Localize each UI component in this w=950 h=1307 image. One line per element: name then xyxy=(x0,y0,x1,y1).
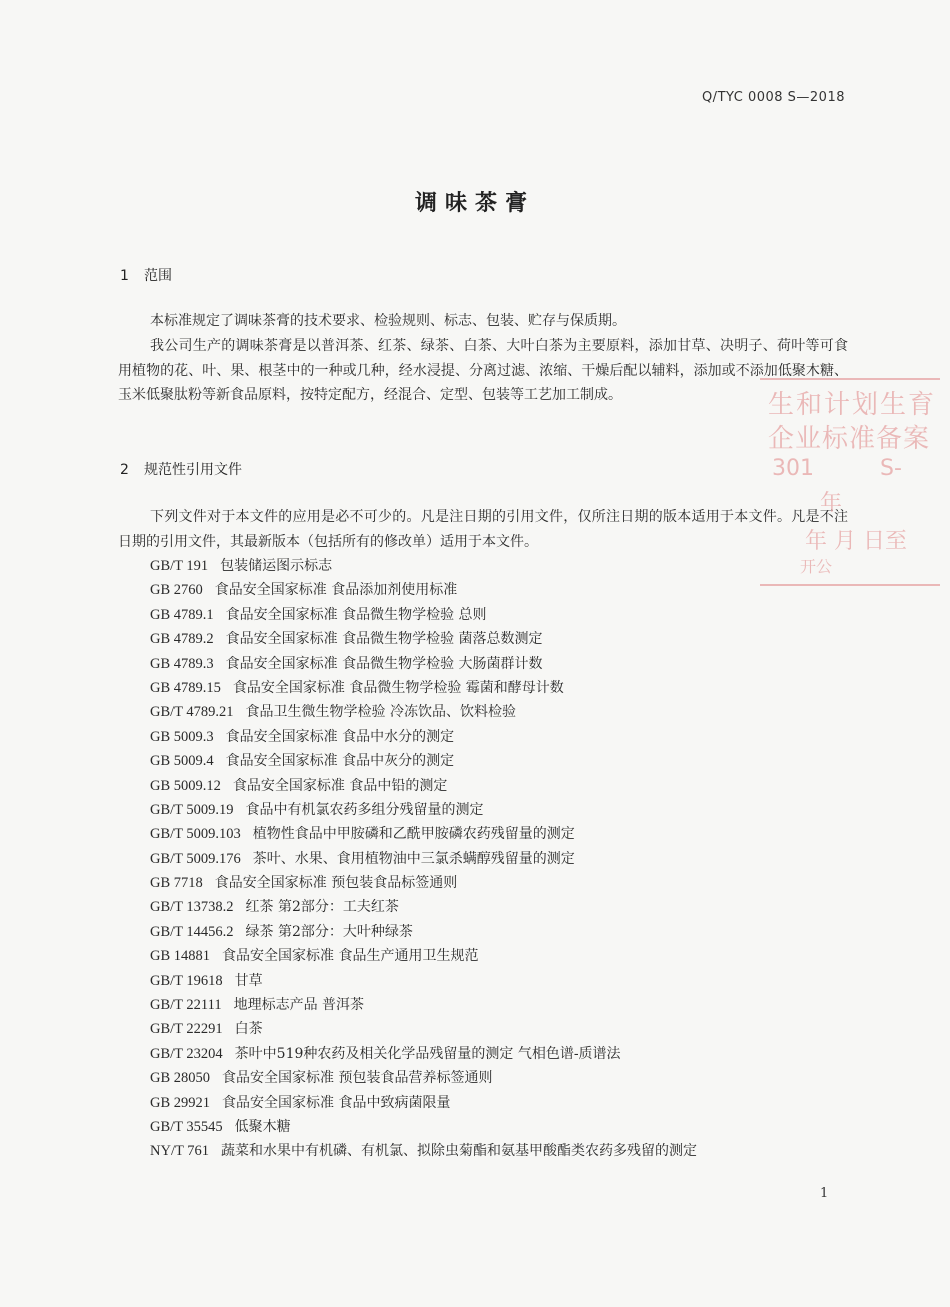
reference-title: 食品安全国家标准 食品中灰分的测定 xyxy=(225,753,455,770)
reference-code: GB/T 19618 xyxy=(150,972,223,989)
section-title: 规范性引用文件 xyxy=(144,462,242,478)
reference-title: 食品中有机氯农药多组分残留量的测定 xyxy=(245,801,484,818)
reference-code: GB/T 22111 xyxy=(150,997,222,1014)
reference-item xyxy=(150,603,697,627)
section-2-heading xyxy=(120,459,242,479)
reference-item xyxy=(150,969,697,993)
reference-title: 甘草 xyxy=(234,972,263,989)
reference-item xyxy=(150,1042,697,1066)
section-number: 2 xyxy=(120,462,129,478)
reference-item xyxy=(150,920,697,944)
references-intro-paragraph: 下列文件对于本文件的应用是必不可少的。凡是注日期的引用文件，仅所注日期的版本适用于本文件。凡是不注日期的引用文件，其最新版本（包括所有的修改单）适用于本文件。 xyxy=(118,509,848,550)
reference-title: 蔬菜和水果中有机磷、有机氯、拟除虫菊酯和氨基甲酸酯类农药多残留的测定 xyxy=(220,1143,697,1160)
stamp-text: 生和计划生育 xyxy=(768,390,937,420)
reference-title: 食品安全国家标准 食品微生物学检验 大肠菌群计数 xyxy=(225,655,543,672)
reference-item xyxy=(150,725,697,749)
reference-code: GB 5009.3 xyxy=(150,728,214,745)
reference-code: GB 4789.1 xyxy=(150,606,214,623)
reference-code: GB 5009.4 xyxy=(150,753,214,770)
reference-item xyxy=(150,676,697,700)
reference-code: GB 4789.3 xyxy=(150,655,214,672)
reference-code: GB 4789.15 xyxy=(150,679,221,696)
stamp-text: 开公 xyxy=(800,557,833,576)
reference-item xyxy=(150,1017,697,1041)
reference-item xyxy=(150,1115,697,1139)
reference-title: 食品安全国家标准 食品微生物学检验 菌落总数测定 xyxy=(225,631,543,648)
reference-code: GB/T 13738.2 xyxy=(150,899,234,916)
reference-code: GB/T 5009.176 xyxy=(150,850,241,867)
reference-code: GB 5009.12 xyxy=(150,777,221,794)
page-number: 1 xyxy=(820,1186,829,1201)
reference-item xyxy=(150,1066,697,1090)
reference-title: 食品安全国家标准 预包装食品营养标签通则 xyxy=(222,1070,493,1087)
document-title: 调味茶膏 xyxy=(414,191,535,216)
reference-item xyxy=(150,822,697,846)
stamp-text: 年 月 日至 xyxy=(805,529,907,554)
reference-code: GB 2760 xyxy=(150,582,203,599)
reference-item xyxy=(150,944,697,968)
reference-item xyxy=(150,895,697,919)
reference-title: 食品安全国家标准 预包装食品标签通则 xyxy=(214,875,458,892)
reference-item xyxy=(150,1139,697,1163)
reference-title: 茶叶、水果、食用植物油中三氯杀螨醇残留量的测定 xyxy=(252,850,575,867)
reference-code: GB/T 5009.103 xyxy=(150,826,241,843)
reference-code: GB/T 4789.21 xyxy=(150,704,234,721)
reference-item xyxy=(150,554,697,578)
stamp-text: 年 xyxy=(820,491,843,516)
reference-code: GB 7718 xyxy=(150,875,203,892)
stamp-text: S- xyxy=(880,456,902,481)
reference-item xyxy=(150,700,697,724)
section-1-heading xyxy=(120,265,172,285)
stamp-text: 301 xyxy=(772,456,814,481)
reference-title: 食品安全国家标准 食品中致病菌限量 xyxy=(222,1094,451,1111)
reference-item xyxy=(150,652,697,676)
reference-title: 食品安全国家标准 食品添加剂使用标准 xyxy=(214,582,458,599)
stamp-text: 企业标准备案 xyxy=(768,424,931,454)
reference-code: GB/T 22291 xyxy=(150,1021,223,1038)
reference-title: 茶叶中519种农药及相关化学品残留量的测定 气相色谱-质谱法 xyxy=(234,1045,621,1062)
reference-title: 食品安全国家标准 食品微生物学检验 总则 xyxy=(225,606,487,623)
reference-title: 红茶 第2部分：工夫红茶 xyxy=(245,899,399,916)
reference-title: 绿茶 第2部分：大叶种绿茶 xyxy=(245,923,413,940)
reference-item xyxy=(150,578,697,602)
reference-item xyxy=(150,993,697,1017)
section-title: 范围 xyxy=(144,268,172,284)
reference-code: GB 29921 xyxy=(150,1094,211,1111)
reference-title: 地理标志产品 普洱茶 xyxy=(233,997,365,1014)
reference-code: GB 4789.2 xyxy=(150,631,214,648)
section-number: 1 xyxy=(120,268,129,284)
reference-title: 植物性食品中甲胺磷和乙酰甲胺磷农药残留量的测定 xyxy=(252,826,575,843)
reference-title: 食品安全国家标准 食品生产通用卫生规范 xyxy=(222,948,479,965)
reference-title: 食品安全国家标准 食品中水分的测定 xyxy=(225,728,455,745)
reference-item xyxy=(150,627,697,651)
reference-code: GB/T 23204 xyxy=(150,1045,223,1062)
scope-paragraph-1: 本标准规定了调味茶膏的技术要求、检验规则、标志、包装、贮存与保质期。 xyxy=(150,313,626,329)
reference-item xyxy=(150,1091,697,1115)
reference-code: GB/T 35545 xyxy=(150,1118,223,1135)
reference-code: GB/T 5009.19 xyxy=(150,801,234,818)
reference-item xyxy=(150,847,697,871)
reference-title: 食品卫生微生物学检验 冷冻饮品、饮料检验 xyxy=(245,704,516,721)
normative-references-list xyxy=(150,554,697,1164)
reference-code: NY/T 761 xyxy=(150,1143,209,1160)
reference-item xyxy=(150,798,697,822)
reference-code: GB 28050 xyxy=(150,1070,211,1087)
document-code: Q/TYC 0008 S—2018 xyxy=(701,90,845,105)
reference-title: 白茶 xyxy=(234,1021,263,1038)
registration-stamp xyxy=(760,378,940,588)
reference-item xyxy=(150,749,697,773)
reference-title: 食品安全国家标准 食品微生物学检验 霉菌和酵母计数 xyxy=(232,679,564,696)
reference-item xyxy=(150,774,697,798)
reference-code: GB/T 14456.2 xyxy=(150,923,234,940)
reference-title: 低聚木糖 xyxy=(234,1118,291,1135)
reference-code: GB/T 191 xyxy=(150,558,209,574)
reference-title: 包装储运图示标志 xyxy=(220,558,333,574)
stamp-border xyxy=(760,584,940,586)
scope-paragraph-2: 我公司生产的调味茶膏是以普洱茶、红茶、绿茶、白茶、大叶白茶为主要原料，添加甘草、决明子、荷叶等可食用植物的花、叶、果、根茎中的一种或几种，经水浸提、分离过滤、浓缩、干燥后配以辅料，添加或不添加低聚木糖、玉米低聚肽粉等新食品原料，按特定配方，经混合、定型、包装等工艺加工制成。 xyxy=(118,338,848,403)
reference-code: GB 14881 xyxy=(150,948,211,965)
reference-item xyxy=(150,871,697,895)
reference-title: 食品安全国家标准 食品中铅的测定 xyxy=(232,777,448,794)
